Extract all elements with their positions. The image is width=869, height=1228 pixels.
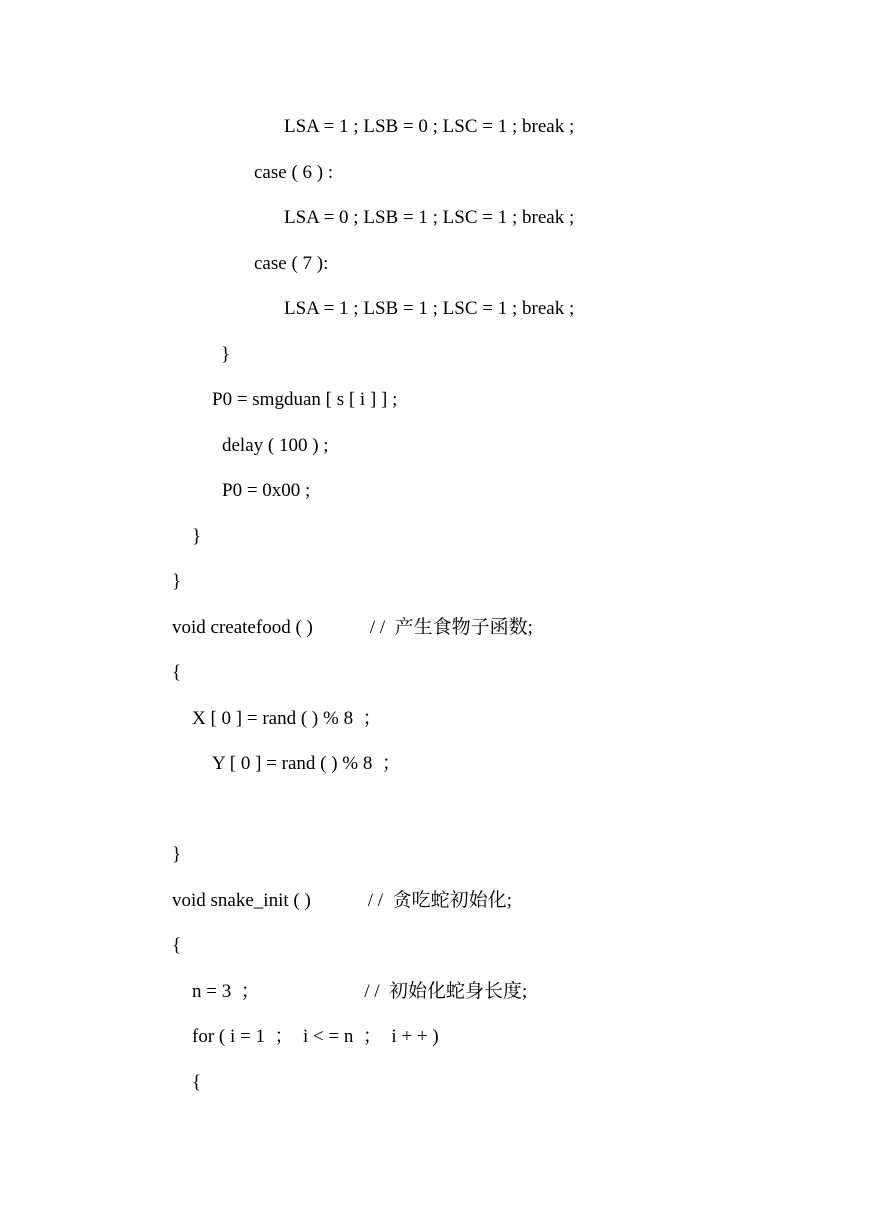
code-line-16: }: [172, 844, 182, 865]
code-line-18: {: [172, 935, 182, 956]
code-line-4: case ( 7 ):: [254, 253, 329, 274]
code-line-15: Y [ 0 ] = rand ( ) % 8 ；: [212, 753, 401, 774]
code-line-17: void snake_init ( ) / / 贪吃蛇初始化;: [172, 890, 512, 911]
code-line-5: LSA = 1 ; LSB = 1 ; LSC = 1 ; break ;: [284, 298, 575, 319]
code-line-21: {: [192, 1072, 202, 1093]
code-line-2: case ( 6 ) :: [254, 162, 334, 183]
code-line-20: for ( i = 1 ； i < = n ； i + + ): [192, 1026, 439, 1047]
code-line-1: LSA = 1 ; LSB = 0 ; LSC = 1 ; break ;: [284, 116, 575, 137]
code-line-8: delay ( 100 ) ;: [222, 435, 329, 456]
code-line-13: {: [172, 662, 182, 683]
code-line-11: }: [172, 571, 182, 592]
code-line-12: void createfood ( ) / / 产生食物子函数;: [172, 617, 533, 638]
code-line-6: }: [221, 344, 231, 365]
code-line-14: X [ 0 ] = rand ( ) % 8 ；: [192, 708, 382, 729]
code-line-19: n = 3 ； / / 初始化蛇身长度;: [192, 981, 528, 1002]
code-line-7: P0 = smgduan [ s [ i ] ] ;: [212, 389, 398, 410]
code-line-10: }: [192, 526, 202, 547]
code-line-3: LSA = 0 ; LSB = 1 ; LSC = 1 ; break ;: [284, 207, 575, 228]
code-line-9: P0 = 0x00 ;: [222, 480, 311, 501]
